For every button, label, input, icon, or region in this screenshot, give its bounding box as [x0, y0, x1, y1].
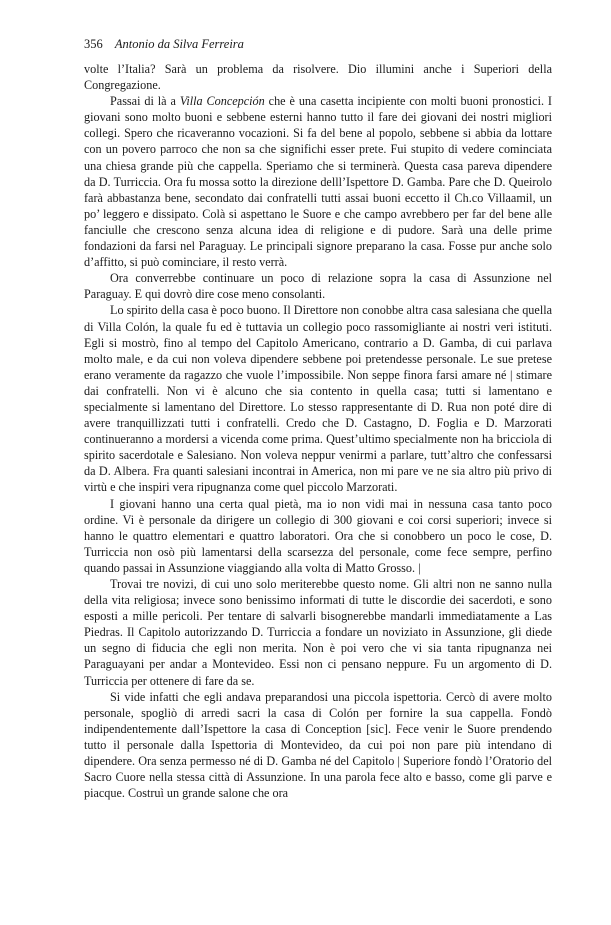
paragraph: Lo spirito della casa è poco buono. Il Direttore non conobbe altra casa salesiana che quella di Villa Colón, la quale fu ed è tuttavia un collegio poco rassomigliante ai nostri veri istituti. Egli si mostrò, fino al tempo del Capitolo Americano, contrario a D. Gamba, di cui parlava molto male, e da cui non voleva dipendere sebbene poi pretendesse personale. Le sue pretese erano veramente da ragazzo che vuole l’impossibile. Non seppe finora farsi amare né | stimare dai confratelli. Non vi è alcuno che sia contento in quella casa; tutti si lamentano e specialmente si lamentano del Direttore. Lo stesso rappresentante di D. Rua non poté dire di avere tranquillizzati tutti i confratelli. Credo che D. Castagno, D. Foglia e D. Marzorati continueranno a mordersi a vicenda come prima. Quest’ultimo specialmente non ha bricciola di spirito sacerdotale e Salesiano. Non voleva neppur venirmi a parlare, tutt’altro che confessarsi da D. Albera. Fra quanti salesiani incontrai in America, non mi pare ve ne sia altro più privo di virtù e che inspiri vera ripugnanza come quel piccolo Marzorati. [84, 303, 552, 495]
page-number: 356 [84, 37, 103, 51]
place-name-italic: Villa Concepción [179, 94, 265, 109]
running-head-author: Antonio da Silva Ferreira [114, 37, 244, 51]
paragraph: Si vide infatti che egli andava preparandosi una piccola ispettoria. Cercò di avere molto personale, spogliò di arredi sacri la casa di Colón per fornire la sua cappella. Fondò indipendentemente dall’Ispettore la casa di Conception [sic]. Fece venir le Suore prendendo tutto il personale dalla Ispettoria di Montevideo, da cui poi non pare più intendano di dipendere. Ora senza permesso né di D. Gamba né del Capitolo | Superiore fondò l’Oratorio del Sacro Cuore nella stessa città di Assunzione. In una parola fece alto e basso, come gli parve e piacque. Costruì un grande salone che ora [84, 689, 552, 801]
paragraph: Trovai tre novizi, di cui uno solo meriterebbe questo nome. Gli altri non ne sanno nulla della vita religiosa; invece sono benissimo informati di tutte le discordie dei sacerdoti, e sono esposti a mille pericoli. Per tentare di salvarli bisognerebbe mandarli immediatamente a Las Piedras. Il Capitolo autorizzando D. Turriccia a fondare un noviziato in Assunzione, gli diede un segno di fiducia che egli non merita. Non è poi vero che vi sia tanta ripugnanza nei Paraguayani per andar a Montevideo. Essi non ci pensano neppure. Fu un argomento di D. Turriccia per ottenere di fare da se. [84, 577, 552, 688]
paragraph: Ora converrebbe continuare un poco di relazione sopra la casa di Assunzione nel Paraguay. E qui dovrò dire cose meno consolanti. [84, 271, 552, 302]
running-head [84, 36, 552, 52]
paragraph: I giovani hanno una certa qual pietà, ma io non vidi mai in nessuna casa tanto poco ordine. Vi è personale da dirigere un collegio di 300 giovani e coi corsi superiori; invece si hanno le quattro elementari e quattro laboratori. Ora che si conobbero un poco le cose, D. Turriccia non osò più lamentarsi della scarsezza del personale, come fece sempre, perfino quando passai in Assunzione viaggiando alla volta di Matto Grosso. | [84, 496, 552, 575]
paragraph: volte l’Italia? Sarà un problema da risolvere. Dio illumini anche i Superiori della Congregazione. [84, 62, 552, 93]
body-text [84, 61, 552, 801]
paragraph: Passai di là a Villa Concepción che è una casetta incipiente con molti buoni pronostici. I giovani sono molto buoni e sebbene esterni hanno tutto il fare dei giovani dei nostri migliori collegi. Spero che ricaveranno vocazioni. Si fa del bene al popolo, sebbene si abbia da lottare con un povero parroco che non sa che significhi esser prete. Fui stupito di vedere cominciata una chiesa grande più che cappella. Speriamo che si terminerà. Questa casa pareva dipendere da D. Turriccia. Ora fu mossa sotto la direzione delll’Ispettore D. Gamba. Pare che D. Queirolo farà abbastanza bene, secondato dai confratelli tutti assai buoni eccetto il Ch.co Villaamil, un po’ leggero e dissipato. Colà si aspettano le Suore e che campo avrebbero per far del bene alle fanciulle che crescono senza alcuna idea di religione e di pudore. Sarà una delle prime fondazioni da farsi nel Paraguay. Le principali signore preparano la casa. Fosse pur anche solo d’affitto, si può cominciare, il resto verrà. [84, 94, 552, 270]
document-page [84, 36, 552, 801]
